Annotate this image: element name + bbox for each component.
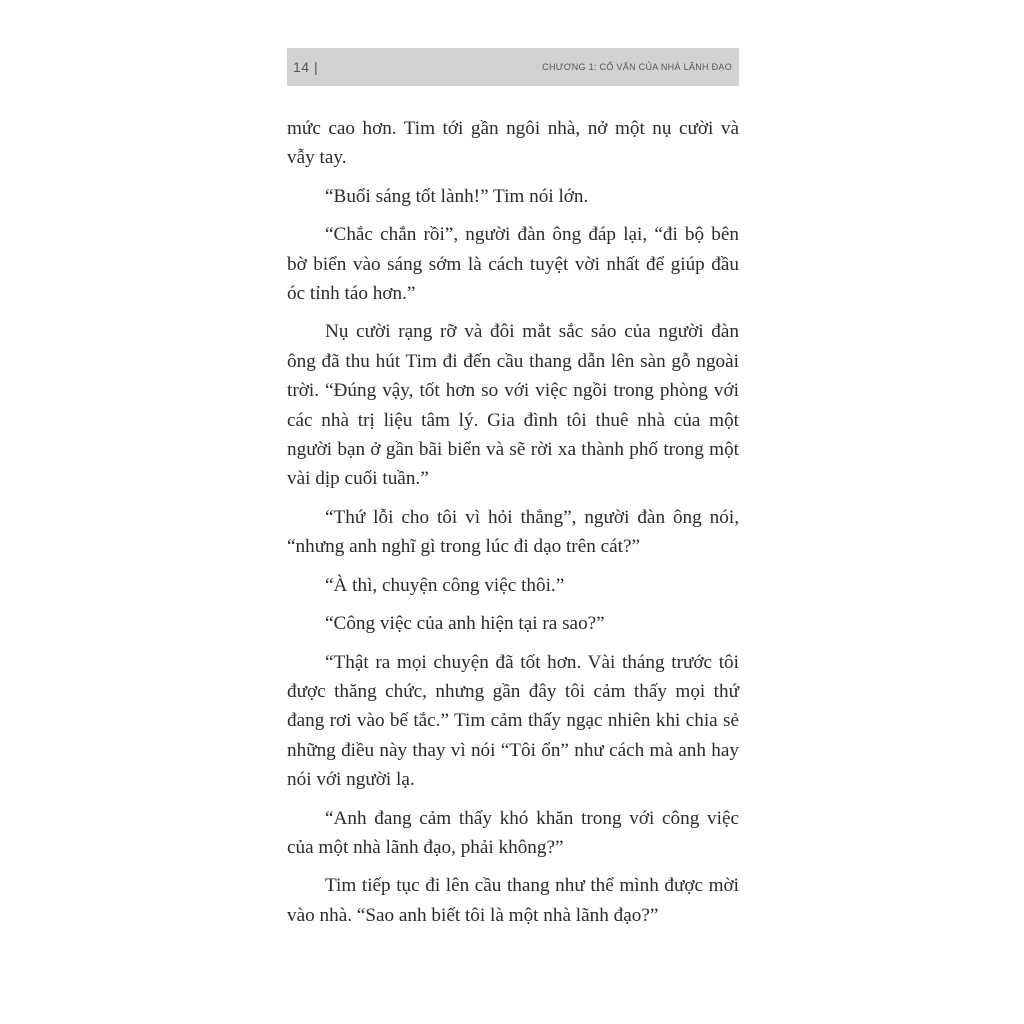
paragraph: “Thật ra mọi chuyện đã tốt hơn. Vài tháng trước tôi được thăng chức, nhưng gần đây tôi cảm thấy mọi thứ đang rơi vào bế tắc.” Tim cảm thấy ngạc nhiên khi chia sẻ những điều này thay vì nói “Tôi ổn” như cách mà anh hay nói với người lạ. (287, 651, 739, 791)
paragraph: Tim tiếp tục đi lên cầu thang như thể mình được mời vào nhà. “Sao anh biết tôi là một nhà lãnh đạo?” (287, 875, 739, 926)
book-page (287, 48, 739, 948)
running-header (287, 48, 739, 86)
paragraph: “À thì, chuyện công việc thôi.” (325, 574, 565, 596)
paragraph: “Anh đang cảm thấy khó khăn trong với công việc của một nhà lãnh đạo, phải không?” (287, 807, 739, 858)
paragraph: Nụ cười rạng rỡ và đôi mắt sắc sảo của người đàn ông đã thu hút Tim đi đến cầu thang dẫn lên sàn gỗ ngoài trời. “Đúng vậy, tốt hơn so với việc ngồi trong phòng với các nhà trị liệu tâm lý. Gia đình tôi thuê nhà của một người bạn ở gần bãi biển và sẽ rời xa thành phố trong một vài dịp cuối tuần.” (287, 321, 739, 490)
paragraph: “Công việc của anh hiện tại ra sao?” (325, 613, 605, 635)
paragraph: “Thứ lỗi cho tôi vì hỏi thẳng”, người đàn ông nói, “nhưng anh nghĩ gì trong lúc đi dạo trên cát?” (287, 506, 739, 558)
page-number: 14 | (293, 59, 319, 75)
paragraph: “Buổi sáng tốt lành!” Tim nói lớn. (325, 185, 589, 207)
paragraph: “Chắc chắn rồi”, người đàn ông đáp lại, “đi bộ bên bờ biển vào sáng sớm là cách tuyệt vời nhất để giúp đầu óc tỉnh táo hơn.” (287, 224, 739, 305)
paragraph: mức cao hơn. Tim tới gần ngôi nhà, nở một nụ cười và vẫy tay. (287, 118, 739, 169)
chapter-title: CHƯƠNG 1: CỐ VẤN CỦA NHÀ LÃNH ĐẠO (542, 62, 732, 72)
body-text (287, 114, 739, 939)
